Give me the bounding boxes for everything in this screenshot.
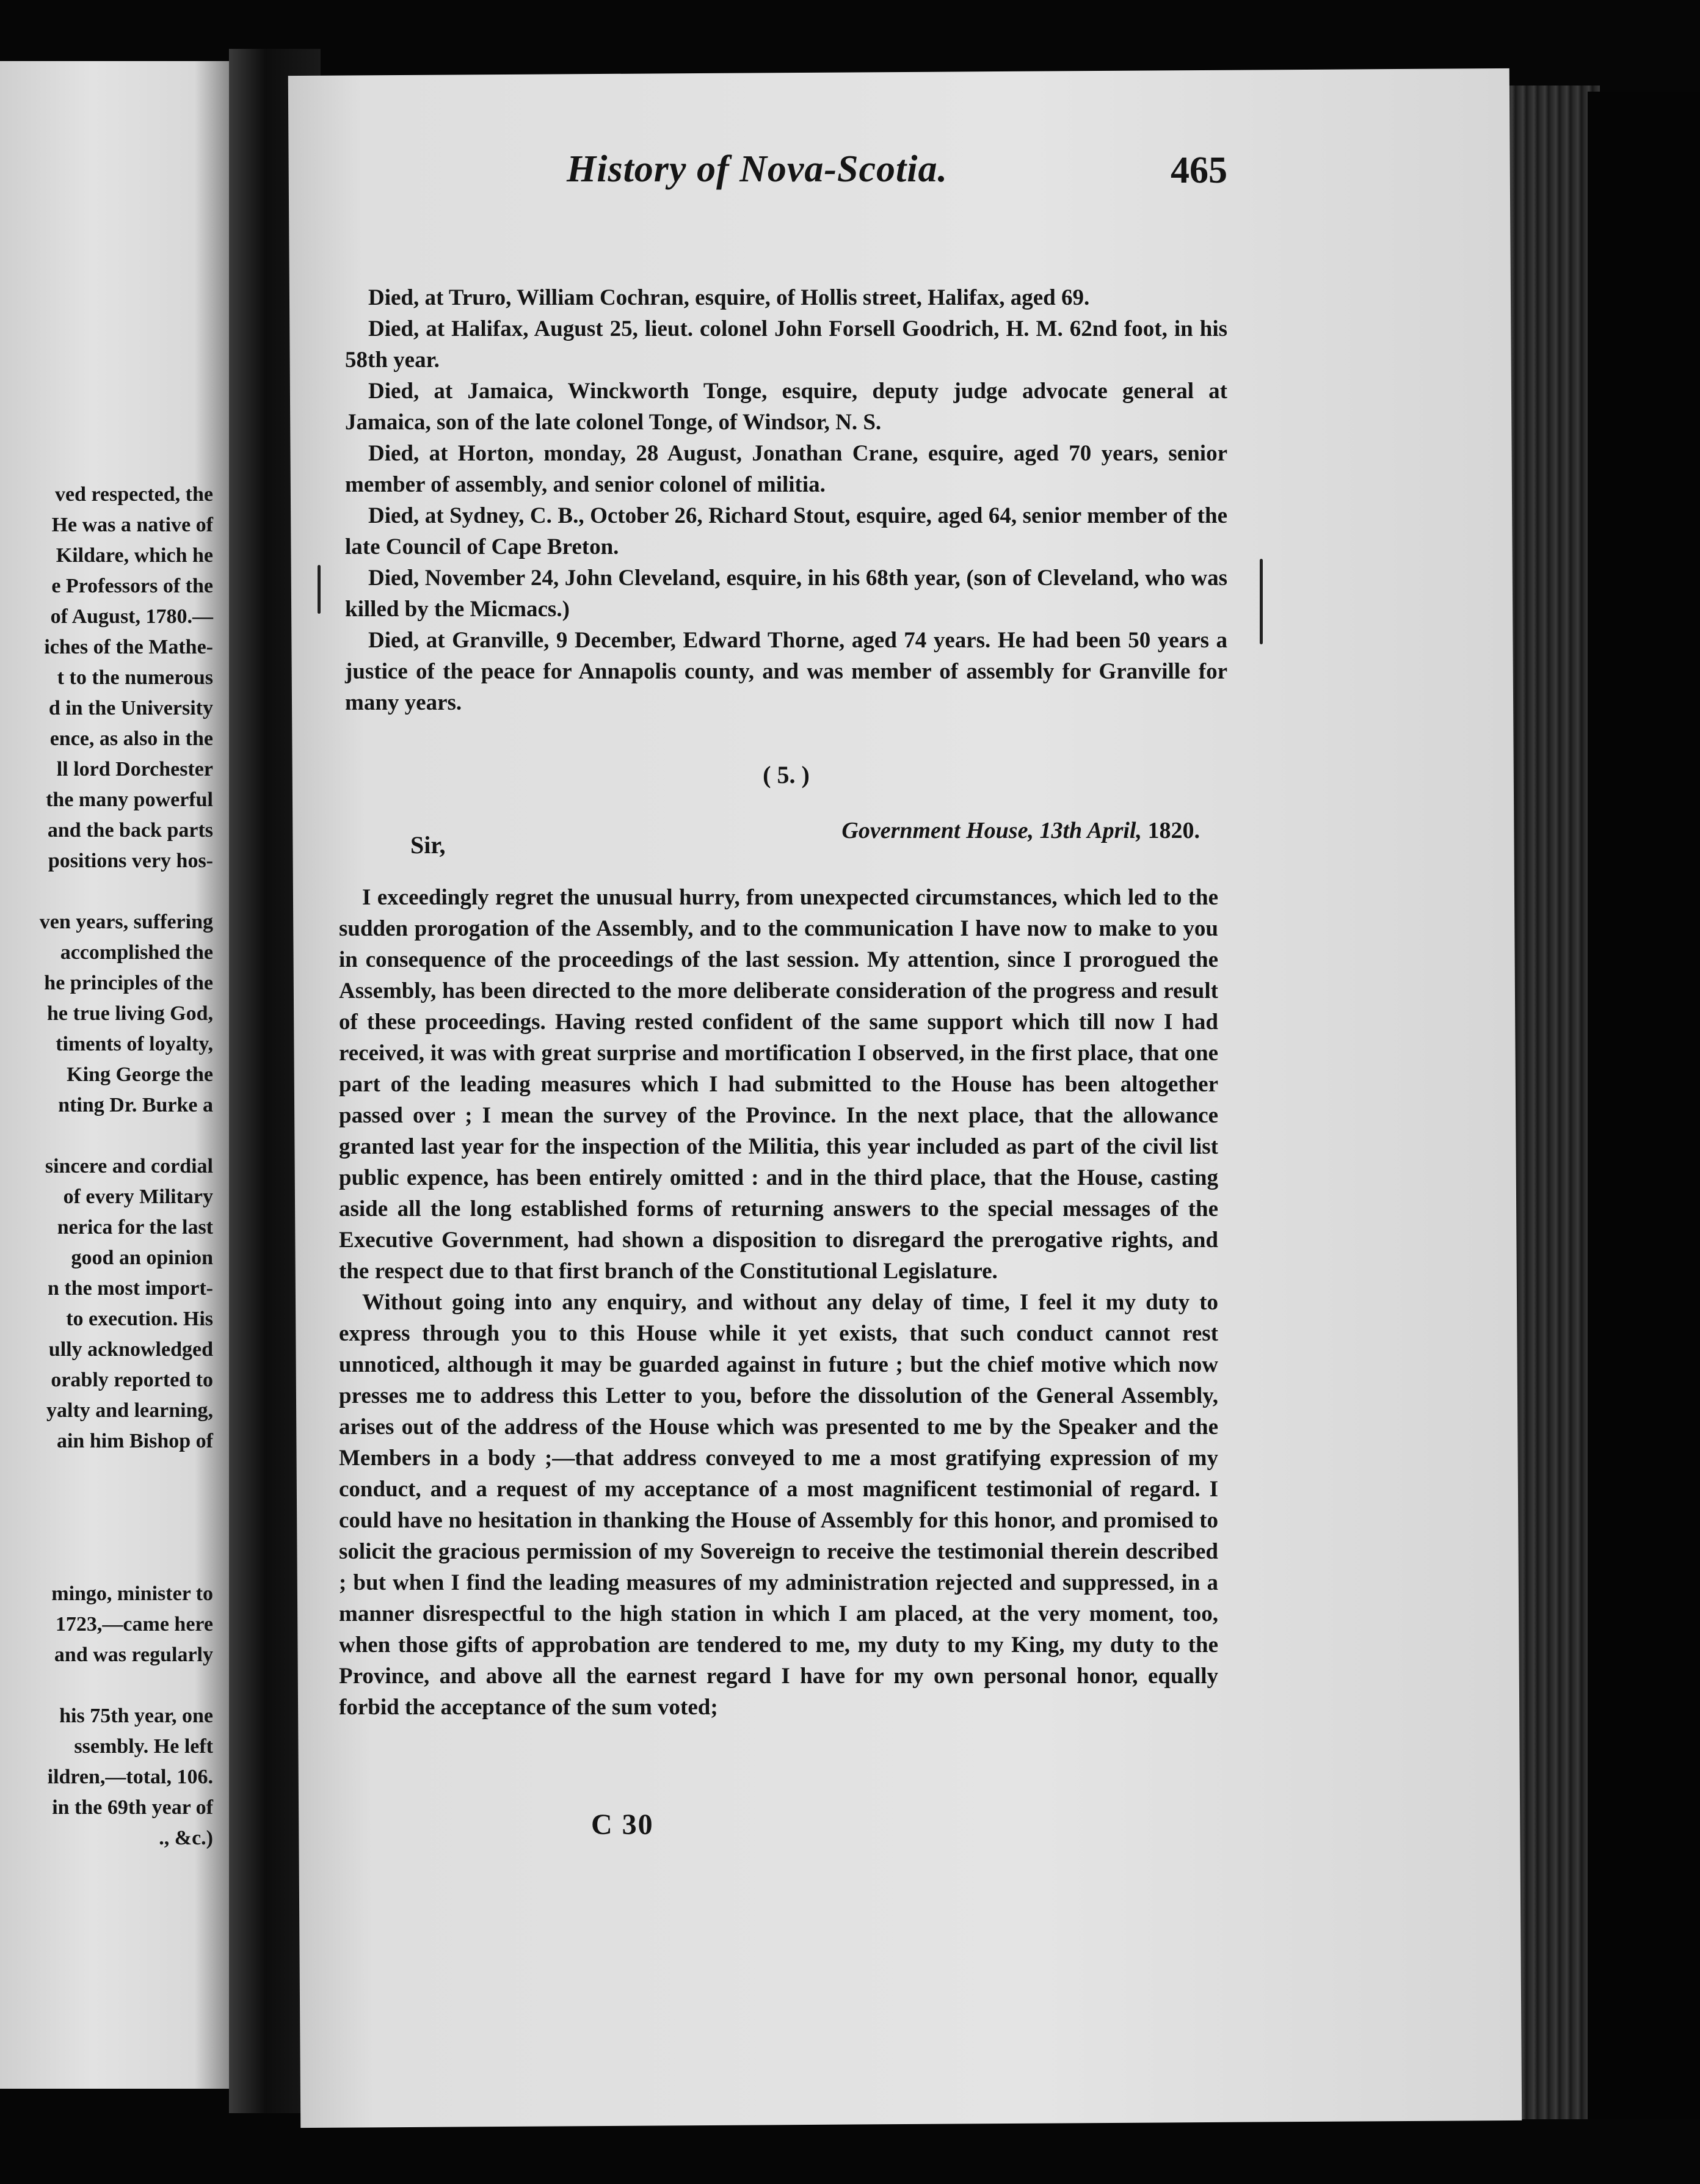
obituary-entry: Died, November 24, John Cleveland, esquire, in his 68th year, (son of Cleveland, who was killed by the Micmacs.) (345, 566, 1227, 622)
left-page-line: nting Dr. Burke a (58, 1094, 213, 1116)
left-page-line: in the 69th year of (52, 1796, 213, 1819)
left-page-line: 1723,—came here (55, 1613, 213, 1636)
left-page-line: positions very hos- (48, 850, 213, 872)
left-page-line: mingo, minister to (51, 1582, 213, 1605)
left-page-line: t to the numerous (57, 666, 213, 689)
obituary-entry: Died, at Truro, William Cochran, esquire, of Hollis street, Halifax, aged 69. (368, 285, 1090, 310)
letter-salutation: Sir, (410, 831, 446, 859)
left-page-line: of every Military (63, 1185, 213, 1208)
left-page-line: and was regularly (54, 1643, 213, 1666)
obituary-entry: Died, at Granville, 9 December, Edward Thorne, aged 74 years. He had been 50 years a justice of the peace for Annapolis county, and was member of assembly for Granville for many years. (345, 628, 1227, 715)
letter-paragraph: I exceedingly regret the unusual hurry, from unexpected circumstances, which led to the sudden prorogation of the Assembly, and to the communication I have now to make to you in consequence of the proceedings of the last session. My attention, since I prorogued the Assembly, has been directed to the more deliberate consideration of the progress and result of these proceedings. Having rested confident of the same support which till now I had received, it was with great surprise and mortification I observed, in the first place, that one part of the leading measures which I had submitted to the House has been altogether passed over ; I mean the survey of the Province. In the next place, that the allowance granted last year for the inspection of the Militia, this year included as part of the civil list public expence, has been entirely omitted : and in the third place, that the House, casting aside all the long established forms of returning answers to the special messages of the Executive Government, had shown a disposition to disregard the prerogative rights, and the respect due to that first branch of the Constitutional Legislature. (339, 885, 1218, 1284)
obituary-entry: Died, at Sydney, C. B., October 26, Richard Stout, esquire, aged 64, senior member of the late Council of Cape Breton. (345, 503, 1227, 559)
left-page-line: ildren,—total, 106. (47, 1766, 213, 1788)
left-page-gap (0, 1487, 213, 1518)
book-shadow (1588, 92, 1700, 2119)
obituary-entry: Died, at Jamaica, Winckworth Tonge, esquire, deputy judge advocate general at Jamaica, son of the late colonel Tonge, of Windsor, N. S. (345, 379, 1227, 435)
left-page-line: to execution. His (66, 1308, 213, 1330)
left-page-line: he principles of the (44, 972, 213, 994)
left-page-line: iches of the Mathe- (44, 636, 213, 658)
left-page-line: ully acknowledged (48, 1338, 213, 1361)
letter-number: ( 5. ) (763, 761, 810, 788)
left-page-line: yalty and learning, (46, 1399, 213, 1422)
running-title: History of Nova-Scotia. (567, 148, 948, 190)
left-page-line: good an opinion (71, 1247, 213, 1269)
margin-mark-left (318, 565, 321, 614)
letter-paragraph: Without going into any enquiry, and without any delay of time, I feel it my duty to express through you to this House while it yet exists, that such conduct cannot rest unnoticed, although it may be guarded against in future ; but the chief motive which now presses me to address this Letter to you, before the dissolution of the General Assembly, arises out of the address of the House which was presented to me by the Speaker and the Members in a body ;—that address conveyed to me a most gratifying expression of my conduct, and a request of my acceptance of a most magnificent testimonial of regard. I could have no hesitation in thanking the House of Assembly for this honor, and promised to solicit the gracious permission of my Sovereign to receive the testimonial therein described ; but when I find the leading measures of my administration rejected and suppressed, in a manner disrespectful to the high station in which I am placed, at the very moment, too, when those gifts of approbation are tendered to me, my duty to my King, my duty to the Province, and above all the earnest regard I have for my own personal honor, equally forbid the acceptance of the sum voted; (339, 1290, 1218, 1720)
page-number: 465 (1171, 150, 1227, 191)
left-page-gap (0, 1121, 213, 1151)
obituary-entry: Died, at Halifax, August 25, lieut. colonel John Forsell Goodrich, H. M. 62nd foot, in his 58th year. (345, 316, 1227, 373)
left-page-line: ence, as also in the (49, 727, 213, 750)
left-page-line: ven years, suffering (39, 911, 213, 933)
letter-dateline (345, 817, 1200, 844)
left-page-line: He was a native of (51, 514, 213, 536)
left-page-line: nerica for the last (57, 1216, 213, 1239)
page-header (287, 142, 1227, 203)
left-page-line: ain him Bishop of (56, 1430, 213, 1452)
left-page-gap (0, 1457, 213, 1487)
left-page-gap (0, 1670, 213, 1701)
left-page-line: Kildare, which he (56, 544, 213, 567)
left-page-line: and the back parts (47, 819, 213, 842)
dateline-year: 1820. (1147, 818, 1200, 843)
left-page-line: timents of loyalty, (56, 1033, 213, 1055)
left-page-text (0, 479, 213, 1854)
left-page-line: d in the University (48, 697, 213, 719)
left-page-line: n the most import- (47, 1277, 213, 1300)
margin-mark-right (1260, 559, 1263, 644)
left-page-line: of August, 1780.— (50, 605, 213, 628)
left-page-line: he true living God, (46, 1002, 213, 1025)
left-page-line: ssembly. He left (74, 1735, 213, 1758)
signature-mark: C 30 (591, 1808, 654, 1841)
obituary-list (345, 282, 1227, 718)
letter-body (339, 882, 1218, 1723)
left-facing-page (0, 61, 229, 2089)
left-page-gap (0, 876, 213, 907)
obituary-entry: Died, at Horton, monday, 28 August, Jonathan Crane, esquire, aged 70 years, senior member of assembly, and senior colonel of militia. (345, 441, 1227, 497)
left-page-gap (0, 1518, 213, 1548)
left-page-line: sincere and cordial (45, 1155, 213, 1178)
left-page-line: ll lord Dorchester (56, 758, 213, 781)
left-page-line: ., &c.) (159, 1827, 213, 1849)
left-page-line: e Professors of the (51, 575, 213, 597)
left-page-line: the many powerful (46, 788, 213, 811)
left-page-line: orably reported to (51, 1369, 213, 1391)
left-page-gap (0, 1548, 213, 1579)
left-page-line: King George the (67, 1063, 213, 1086)
dateline-place: Government House, 13th April, (841, 818, 1142, 843)
left-page-line: his 75th year, one (59, 1705, 213, 1727)
left-page-line: ved respected, the (54, 483, 213, 506)
left-page-line: accomplished the (60, 941, 213, 964)
page-edges (1508, 86, 1600, 2119)
